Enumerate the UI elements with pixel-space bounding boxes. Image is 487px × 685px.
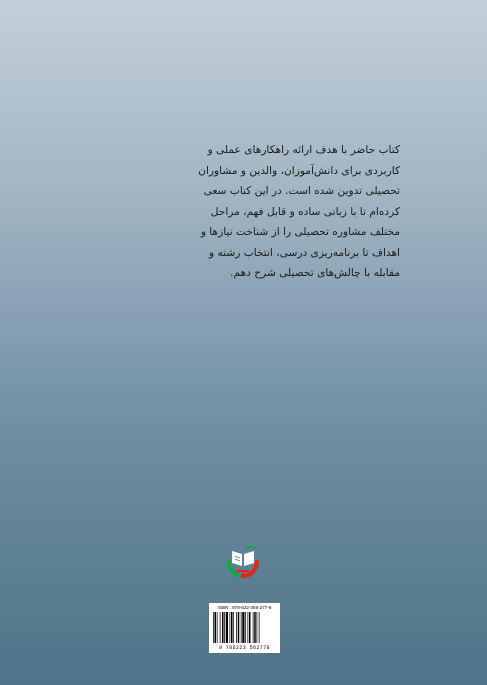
isbn-barcode <box>209 603 280 653</box>
blurb-line: اهداف تا برنامه‌ریزی درسی، انتخاب رشته و <box>209 246 400 259</box>
blurb-line: مقابله با چالش‌های تحصیلی شرح دهم. <box>230 267 400 279</box>
blurb-line: کاربردی برای دانش‌آموزان، والدین و مشاوران <box>198 164 400 177</box>
blurb-line: تحصیلی تدوین شده است. در این کتاب سعی <box>203 185 400 197</box>
publisher-logo <box>221 538 265 582</box>
open-book-icon <box>221 538 265 582</box>
isbn-label: ISBN : 978-622-356-277-8 <box>217 605 272 610</box>
barcode-digits: 9 786223 562778 <box>218 645 270 651</box>
blurb-text <box>150 140 400 284</box>
blurb-line: مختلف مشاوره تحصیلی را از شناخت نیازها و <box>200 226 400 238</box>
blurb-line: کتاب حاضر با هدف ارائه راهکارهای عملی و <box>207 144 400 156</box>
barcode-bars <box>213 612 276 643</box>
blurb-line: کرده‌ام تا با زبانی ساده و قابل فهم، مراحل <box>210 205 400 218</box>
